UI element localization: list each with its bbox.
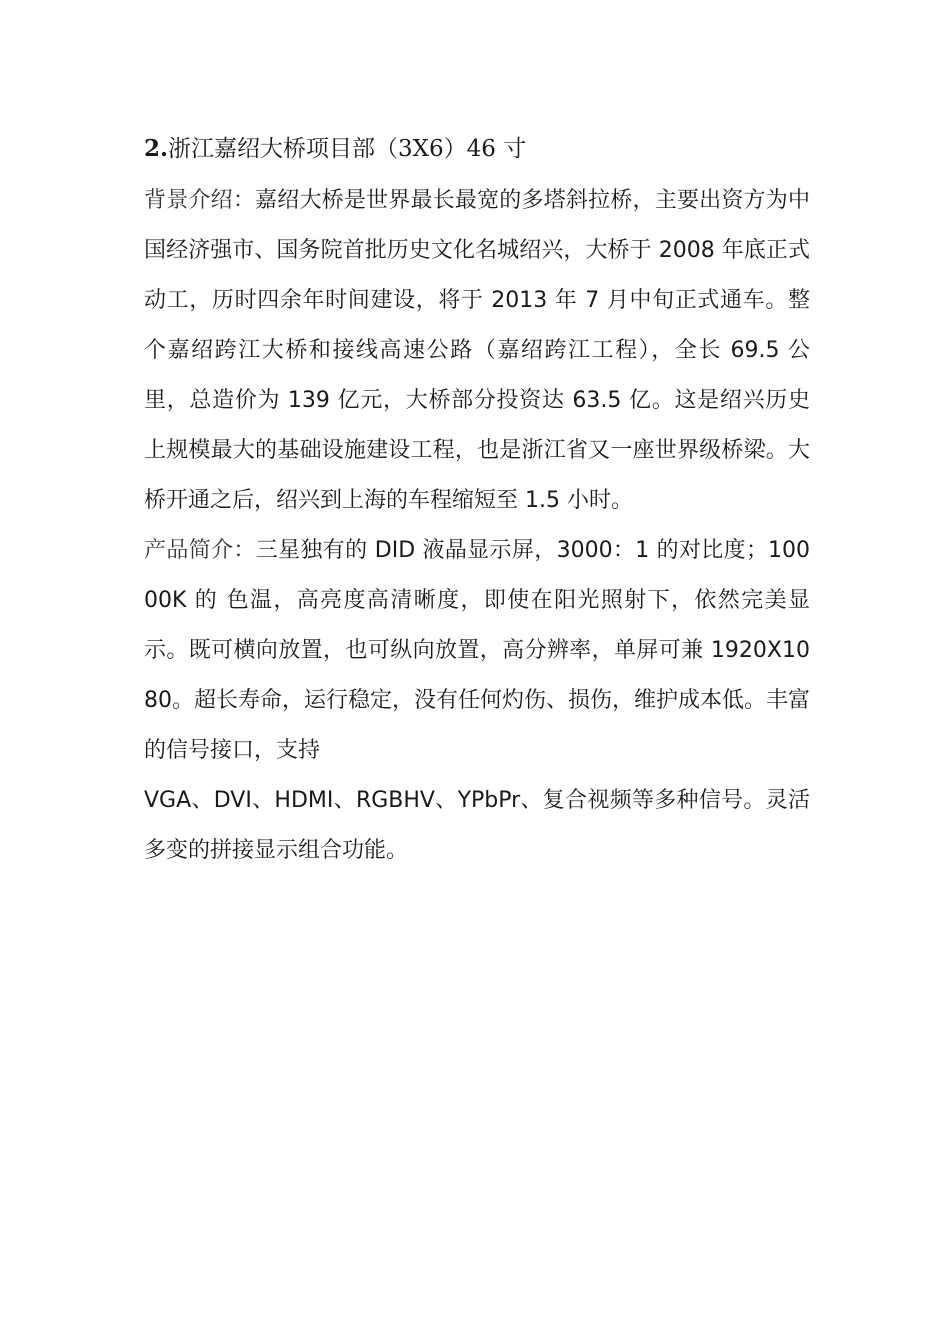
section-number: 2. <box>144 135 169 162</box>
product-text: 三星独有的 DID 液晶显示屏，3000：1 的对比度；10000K 的 色温，高亮度高清晰度，即使在阳光照射下，依然完美显示。既可横向放置，也可纵向放置，高分辨率，单屏可兼 1920X1080。超长寿命，运行稳定，没有任何灼伤、损伤，维护成本低。丰富的信号接口，支持 <box>144 538 810 763</box>
document-content <box>144 128 810 876</box>
background-text: 嘉绍大桥是世界最长最宽的多塔斜拉桥，主要出资方为中国经济强市、国务院首批历史文化名城绍兴，大桥于 2008 年底正式动工，历时四余年时间建设，将于 2013 年 7 月中旬正式通车。整个嘉绍跨江大桥和接线高速公路（嘉绍跨江工程），全长 69.5 公里，总造价为 139 亿元，大桥部分投资达 63.5 亿。这是绍兴历史上规模最大的基础设施建设工程，也是浙江省又一座世界级桥梁。大桥开通之后，绍兴到上海的车程缩短至 1.5 小时。 <box>144 188 810 513</box>
product-paragraph-continued <box>144 776 810 876</box>
background-paragraph <box>144 176 810 526</box>
background-label: 背景介绍： <box>144 188 256 213</box>
section-title: 浙江嘉绍大桥项目部（3X6）46 寸 <box>168 136 527 162</box>
product-paragraph <box>144 526 810 776</box>
section-heading <box>144 128 810 170</box>
product-label: 产品简介： <box>144 538 256 563</box>
product-text-continued: VGA、DVI、HDMI、RGBHV、YPbPr、复合视频等多种信号。灵活多变的拼接显示组合功能。 <box>144 788 810 863</box>
